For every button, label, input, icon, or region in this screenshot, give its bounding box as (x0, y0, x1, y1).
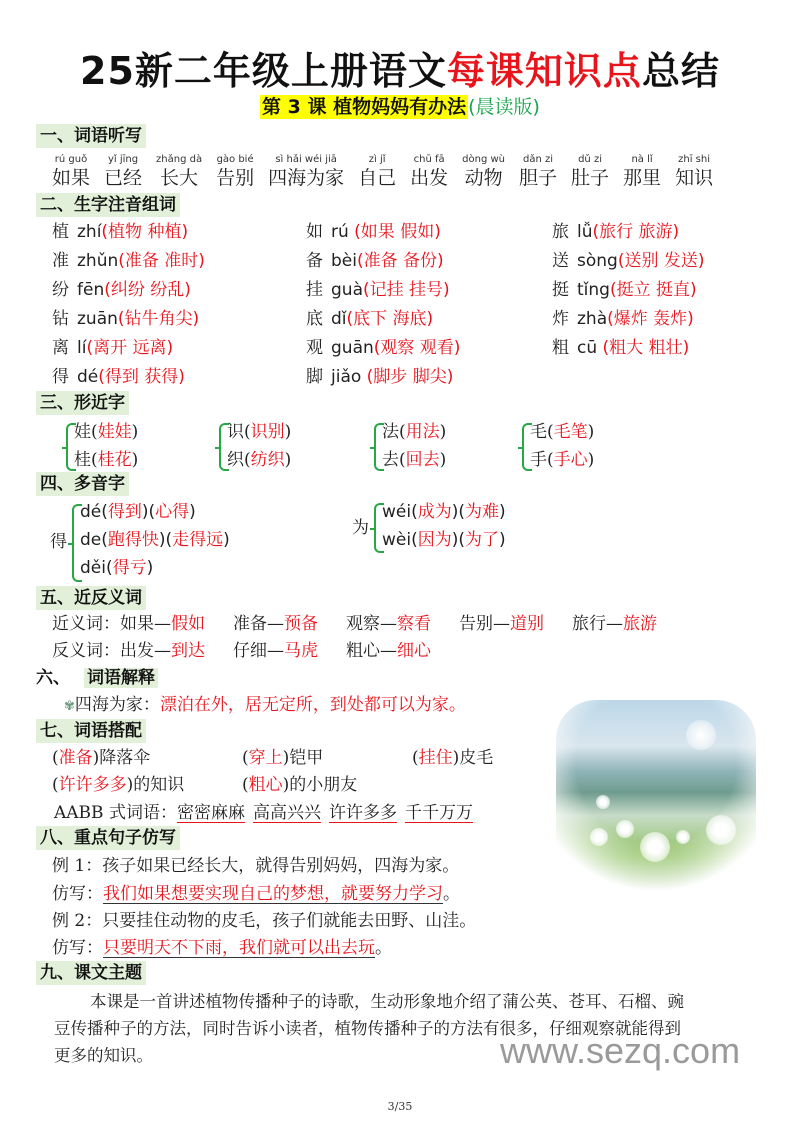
similar-characters (0, 418, 800, 474)
example-words: (爆炸 轰炸) (607, 309, 694, 329)
word-a: 粗心 (346, 641, 380, 661)
word-a: 准备 (233, 614, 267, 634)
similar-char-line (530, 446, 594, 474)
dictation-word-list (52, 154, 727, 190)
title-part-1: 25新二年级上册语文 (80, 49, 447, 93)
pinyin: zì jǐ (368, 154, 386, 165)
dictation-word (216, 154, 254, 190)
paren: ) (587, 422, 595, 442)
char-entry (552, 218, 705, 247)
pair-label: 反义词： (52, 641, 120, 661)
example-word: 因为 (417, 530, 452, 550)
character: 得 (52, 367, 69, 387)
theme-paragraph-line-2: 豆传播种子的方法，同时告诉小读者，植物传播种子的方法有很多，仔细观察就能得到 (54, 1019, 681, 1038)
dictation-word (358, 154, 396, 190)
dash: — (606, 614, 623, 634)
paren: ( (547, 422, 554, 442)
hanzi: 胆子 (519, 167, 558, 189)
section-3-heading: 三、形近字 (36, 391, 129, 415)
imitation-label: 仿写： (52, 938, 103, 958)
word-a: 出发 (120, 641, 154, 661)
pinyin: děi (80, 558, 106, 578)
character: 桂 (74, 450, 91, 470)
collocation-row (52, 745, 552, 772)
paren: ( (547, 450, 554, 470)
char-entry (52, 363, 205, 392)
pinyin: yǐ jīng (107, 154, 139, 165)
pinyin: fēn (77, 280, 105, 300)
pinyin: sòng (577, 251, 618, 271)
dash: — (380, 614, 397, 634)
word-b: 道别 (510, 614, 544, 634)
aabb-word: 密密麻麻 (176, 803, 245, 823)
example-words: (记挂 挂号) (362, 280, 450, 300)
paren: ( (399, 422, 406, 442)
pinyin: cū (577, 338, 598, 358)
character: 挺 (552, 280, 569, 300)
example-words: (观察 观看) (373, 338, 461, 358)
pinyin: dǔ zi (578, 154, 602, 165)
character: 备 (306, 251, 323, 271)
character: 炸 (552, 309, 569, 329)
dictation-word (268, 154, 344, 190)
paren: ( (91, 450, 98, 470)
similar-char-line (530, 418, 594, 446)
dictation-word (462, 154, 505, 190)
character: 底 (306, 309, 323, 329)
example-words: (植物 种植) (101, 222, 189, 242)
similar-char-line (227, 418, 291, 446)
character: 钻 (52, 309, 69, 329)
pinyin: wèi (382, 530, 412, 550)
example-word: 为了 (465, 530, 500, 550)
polyphone-char: 为 (352, 518, 369, 538)
section-4-heading: 四、多音字 (36, 472, 129, 496)
example-words: (粗大 粗壮) (597, 338, 690, 358)
aabb-word: 许许多多 (328, 803, 397, 823)
char-entry (306, 305, 460, 334)
section-8-heading: 八、重点句子仿写 (36, 826, 180, 850)
similar-char-group (215, 418, 355, 474)
dash: — (154, 614, 171, 634)
example-word: 走得远 (172, 530, 224, 550)
hanzi: 动物 (464, 167, 503, 189)
dash: — (493, 614, 510, 634)
dandelion-puff (616, 820, 634, 838)
character: 挂 (306, 280, 323, 300)
word-pair (233, 614, 318, 634)
word-b: 预备 (284, 614, 318, 634)
char-entry (52, 334, 205, 363)
similar-char-line (74, 446, 138, 474)
polyphone-reading: wèi(因为)(为了) (382, 530, 506, 550)
dandelion-puff (676, 830, 690, 844)
imitation-1 (52, 881, 460, 908)
polyphone-reading: dé(得到)(心得) (80, 502, 196, 522)
char-column-1 (52, 218, 205, 392)
word-pair (346, 641, 431, 661)
example-word: 为难 (465, 502, 500, 522)
character: 毛 (530, 422, 547, 442)
example-words: (挺立 挺直) (609, 280, 697, 300)
character: 离 (52, 338, 69, 358)
title-part-3: 总结 (641, 49, 720, 93)
dandelion-puff (706, 815, 736, 845)
page-number: 3/35 (387, 1100, 413, 1113)
polyphone-wei (352, 498, 652, 558)
character: 如 (306, 222, 323, 242)
character: 粗 (552, 338, 569, 358)
polyphone-reading: de(跑得快)(走得远) (80, 530, 230, 550)
example-words: (准备 准时) (118, 251, 205, 271)
pinyin: zuān (77, 309, 118, 329)
word-explanation (64, 692, 466, 720)
pinyin: zhǎng dà (156, 154, 203, 165)
theme-paragraph-line-1: 本课是一首讲述植物传播种子的诗歌，生动形象地介绍了蒲公英、苍耳、石榴、豌 (90, 992, 684, 1011)
char-entry (552, 334, 705, 363)
punctuation: 。 (443, 884, 460, 904)
hanzi: 已经 (104, 167, 143, 189)
example-words: (底下 海底) (346, 309, 434, 329)
pinyin: lǚ (577, 222, 593, 242)
example-label: 例 2： (52, 911, 103, 931)
paren: ) (439, 450, 447, 470)
document-title (0, 40, 800, 95)
dictation-word (410, 154, 448, 190)
collocation-item: (粗心)的小朋友 (242, 775, 358, 795)
aabb-word: 高高兴兴 (252, 803, 321, 823)
pinyin: rú (331, 222, 349, 242)
fill-word: 许许多多 (58, 775, 127, 795)
collocation-noun: 的知识 (133, 775, 185, 795)
character: 识 (227, 422, 244, 442)
polyphone-de (50, 498, 350, 586)
pinyin: chū fā (413, 154, 445, 165)
word-b: 马虎 (284, 641, 318, 661)
pinyin: zhǔn (77, 251, 119, 271)
word-b: 到达 (171, 641, 205, 661)
hanzi: 肚子 (571, 167, 610, 189)
punctuation: 。 (375, 938, 392, 958)
example-words: (离开 远离) (86, 338, 174, 358)
pinyin: sì hǎi wéi jiā (275, 154, 337, 165)
section-6-heading (36, 666, 158, 690)
example-word: 得亏 (112, 558, 147, 578)
pinyin: zhí (77, 222, 102, 242)
word-pair (233, 641, 318, 661)
example-word: 桂花 (97, 450, 132, 470)
similar-char-line (74, 418, 138, 446)
char-entry (52, 276, 205, 305)
dictation-word (675, 154, 713, 190)
example-words: (钻牛角尖) (117, 309, 200, 329)
pinyin: dé (77, 367, 99, 387)
example-word: 毛笔 (553, 422, 588, 442)
character: 送 (552, 251, 569, 271)
word-pair (346, 614, 431, 634)
collocation-item: (穿上)铠甲 (242, 748, 324, 768)
example-word: 识别 (250, 422, 285, 442)
paren: ( (244, 422, 251, 442)
dandelion-illustration (556, 700, 756, 910)
word-b: 细心 (397, 641, 431, 661)
collocation-noun: 降落伞 (99, 748, 151, 768)
pinyin: dòng wù (462, 154, 506, 165)
imitation-label: 仿写： (52, 884, 103, 904)
char-entry (52, 247, 205, 276)
paren: ( (91, 422, 98, 442)
example-word: 用法 (405, 422, 440, 442)
imitation-text: 我们如果想要实现自己的梦想，就要努力学习 (103, 884, 443, 904)
pinyin: wéi (382, 502, 412, 522)
example-word: 心得 (155, 502, 190, 522)
word-a: 告别 (459, 614, 493, 634)
dash: — (267, 614, 284, 634)
paren: ) (284, 422, 292, 442)
char-entry (552, 276, 705, 305)
lesson-name: 第 3 课 植物妈妈有办法 (262, 96, 467, 118)
example-word: 手心 (553, 450, 588, 470)
word-pair (572, 614, 657, 634)
dandelion-puff (590, 828, 608, 846)
polyphone-char: 得 (50, 532, 67, 552)
collocation-item: (挂住)皮毛 (412, 748, 494, 768)
paren: ) (587, 450, 595, 470)
new-characters-table (52, 218, 772, 394)
similar-char-line (382, 418, 446, 446)
polyphone-readings (382, 498, 506, 554)
paren: ) (284, 450, 292, 470)
similar-char-line (382, 446, 446, 474)
fill-word: 准备 (58, 748, 93, 768)
paren: ( (244, 450, 251, 470)
fill-word: 穿上 (248, 748, 283, 768)
example-text: 只要挂住动物的皮毛，孩子们就能去田野、山洼。 (102, 911, 477, 931)
pinyin: gào bié (216, 154, 254, 165)
theme-paragraph-line-3: 更多的知识。 (54, 1046, 153, 1065)
similar-char-line (227, 446, 291, 474)
paren: ( (399, 450, 406, 470)
pinyin: lí (77, 338, 87, 358)
hanzi: 那里 (623, 167, 662, 189)
example-text: 孩子如果已经长大，就得告别妈妈，四海为家。 (102, 856, 460, 876)
similar-char-group (62, 418, 202, 474)
sun-icon (686, 720, 716, 750)
example-words: (送别 发送) (617, 251, 705, 271)
example-word: 成为 (417, 502, 452, 522)
pinyin: dé (80, 502, 102, 522)
dandelion-puff (596, 795, 610, 809)
example-word: 回去 (405, 450, 440, 470)
character: 纷 (52, 280, 69, 300)
collocation-noun: 的小朋友 (289, 775, 358, 795)
dash: — (267, 641, 284, 661)
pinyin: guān (331, 338, 374, 358)
fill-word: 粗心 (248, 775, 283, 795)
word-b: 假如 (171, 614, 205, 634)
character: 织 (227, 450, 244, 470)
char-entry (306, 334, 460, 363)
hanzi: 知识 (675, 167, 714, 189)
character: 去 (382, 450, 399, 470)
imitation-2 (52, 935, 392, 962)
polyphone-readings (80, 498, 230, 582)
collocation-noun: 皮毛 (459, 748, 494, 768)
character: 旅 (552, 222, 569, 242)
collocations (52, 745, 552, 799)
char-entry (552, 247, 705, 276)
character: 手 (530, 450, 547, 470)
example-word: 纺织 (250, 450, 285, 470)
similar-char-lines (382, 418, 446, 474)
dash: — (380, 641, 397, 661)
dictation-word (571, 154, 609, 190)
dictation-word (519, 154, 557, 190)
example-word: 得到 (107, 502, 142, 522)
pinyin: rú guǒ (54, 154, 88, 165)
character: 观 (306, 338, 323, 358)
aabb-word: 千千万万 (404, 803, 473, 823)
leaf-icon: ✾ (64, 699, 75, 714)
example-label: 例 1： (52, 856, 103, 876)
dandelion-puff (640, 832, 670, 862)
example-word: 娃娃 (97, 422, 132, 442)
antonyms-line (52, 638, 459, 665)
collocation-item: (许许多多)的知识 (52, 775, 185, 795)
explained-term: 四海为家： (74, 695, 160, 715)
lesson-version: (晨读版) (468, 96, 540, 118)
section-1-heading: 一、词语听写 (36, 124, 146, 148)
section-9-heading: 九、课文主题 (36, 961, 146, 985)
collocation-noun: 铠甲 (289, 748, 324, 768)
word-a: 旅行 (572, 614, 606, 634)
example-1 (52, 853, 459, 880)
pinyin: dǎn zi (523, 154, 554, 165)
similar-char-lines (74, 418, 138, 474)
word-a: 如果 (120, 614, 154, 634)
character: 脚 (306, 367, 323, 387)
aabb-label: AABB 式词语： (54, 803, 177, 823)
pinyin: jiǎo (331, 367, 362, 387)
pinyin: zhà (577, 309, 608, 329)
hanzi: 长大 (160, 167, 199, 189)
character: 植 (52, 222, 69, 242)
section-2-heading: 二、生字注音组词 (36, 193, 180, 217)
word-pair (459, 614, 544, 634)
example-words: (准备 备份) (356, 251, 444, 271)
paren: ) (131, 450, 139, 470)
char-entry (552, 305, 705, 334)
pair-label: 近义词： (52, 614, 120, 634)
section-6-number: 六、 (36, 668, 70, 688)
example-words: (旅行 旅游) (592, 222, 680, 242)
imitation-text: 只要明天不下雨，我们就可以出去玩 (103, 938, 375, 958)
example-words: (得到 获得) (98, 367, 185, 387)
hanzi: 告别 (216, 167, 255, 189)
section-7-heading: 七、词语搭配 (36, 719, 146, 743)
hanzi: 自己 (358, 167, 397, 189)
character: 娃 (74, 422, 91, 442)
character: 准 (52, 251, 69, 271)
similar-char-group (370, 418, 510, 474)
word-a: 仔细 (233, 641, 267, 661)
paren: ) (439, 422, 447, 442)
dictation-word (156, 154, 202, 190)
paren: ) (131, 422, 139, 442)
pinyin: bèi (331, 251, 357, 271)
aabb-words-line (54, 800, 481, 827)
collocation-row (52, 772, 552, 799)
pinyin: dǐ (331, 309, 347, 329)
section-5-heading: 五、近反义词 (36, 586, 146, 610)
explanation-text: 漂泊在外，居无定所，到处都可以为家。 (159, 695, 466, 715)
char-entry (306, 218, 460, 247)
hanzi: 四海为家 (268, 167, 345, 189)
word-b: 旅游 (623, 614, 657, 634)
watermark: www.sezq.com (500, 1030, 741, 1071)
fill-word: 挂住 (418, 748, 453, 768)
word-a: 观察 (346, 614, 380, 634)
pinyin: de (80, 530, 102, 550)
hanzi: 如果 (52, 167, 91, 189)
pinyin: tǐng (577, 280, 610, 300)
polyphone-reading: děi(得亏) (80, 558, 154, 578)
similar-char-lines (227, 418, 291, 474)
dictation-word (52, 154, 90, 190)
similar-char-group (518, 418, 658, 474)
polyphone-reading: wéi(成为)(为难) (382, 502, 506, 522)
char-entry (52, 218, 205, 247)
word-pair (120, 641, 205, 661)
word-b: 察看 (397, 614, 431, 634)
dictation-word (104, 154, 142, 190)
char-column-2 (306, 218, 460, 392)
char-entry (52, 305, 205, 334)
pinyin: nà lǐ (631, 154, 653, 165)
char-column-3 (552, 218, 705, 363)
example-words: (脚步 脚尖) (361, 367, 454, 387)
char-entry (306, 363, 460, 392)
example-2 (52, 908, 476, 935)
char-entry (306, 276, 460, 305)
dictation-word (623, 154, 661, 190)
collocation-item: (准备)降落伞 (52, 748, 151, 768)
section-6-title: 词语解释 (84, 668, 158, 688)
title-part-2: 每课知识点 (446, 49, 642, 93)
lesson-title (0, 92, 800, 119)
pinyin: guà (331, 280, 363, 300)
pinyin: zhī shi (678, 154, 710, 165)
example-words: (如果 假如) (348, 222, 441, 242)
example-words: (纠纷 纷乱) (104, 280, 191, 300)
char-entry (306, 247, 460, 276)
hanzi: 出发 (410, 167, 449, 189)
similar-char-lines (530, 418, 594, 474)
dash: — (154, 641, 171, 661)
character: 法 (382, 422, 399, 442)
synonyms-line (52, 611, 685, 638)
example-word: 跑得快 (107, 530, 159, 550)
word-pair (120, 614, 205, 634)
